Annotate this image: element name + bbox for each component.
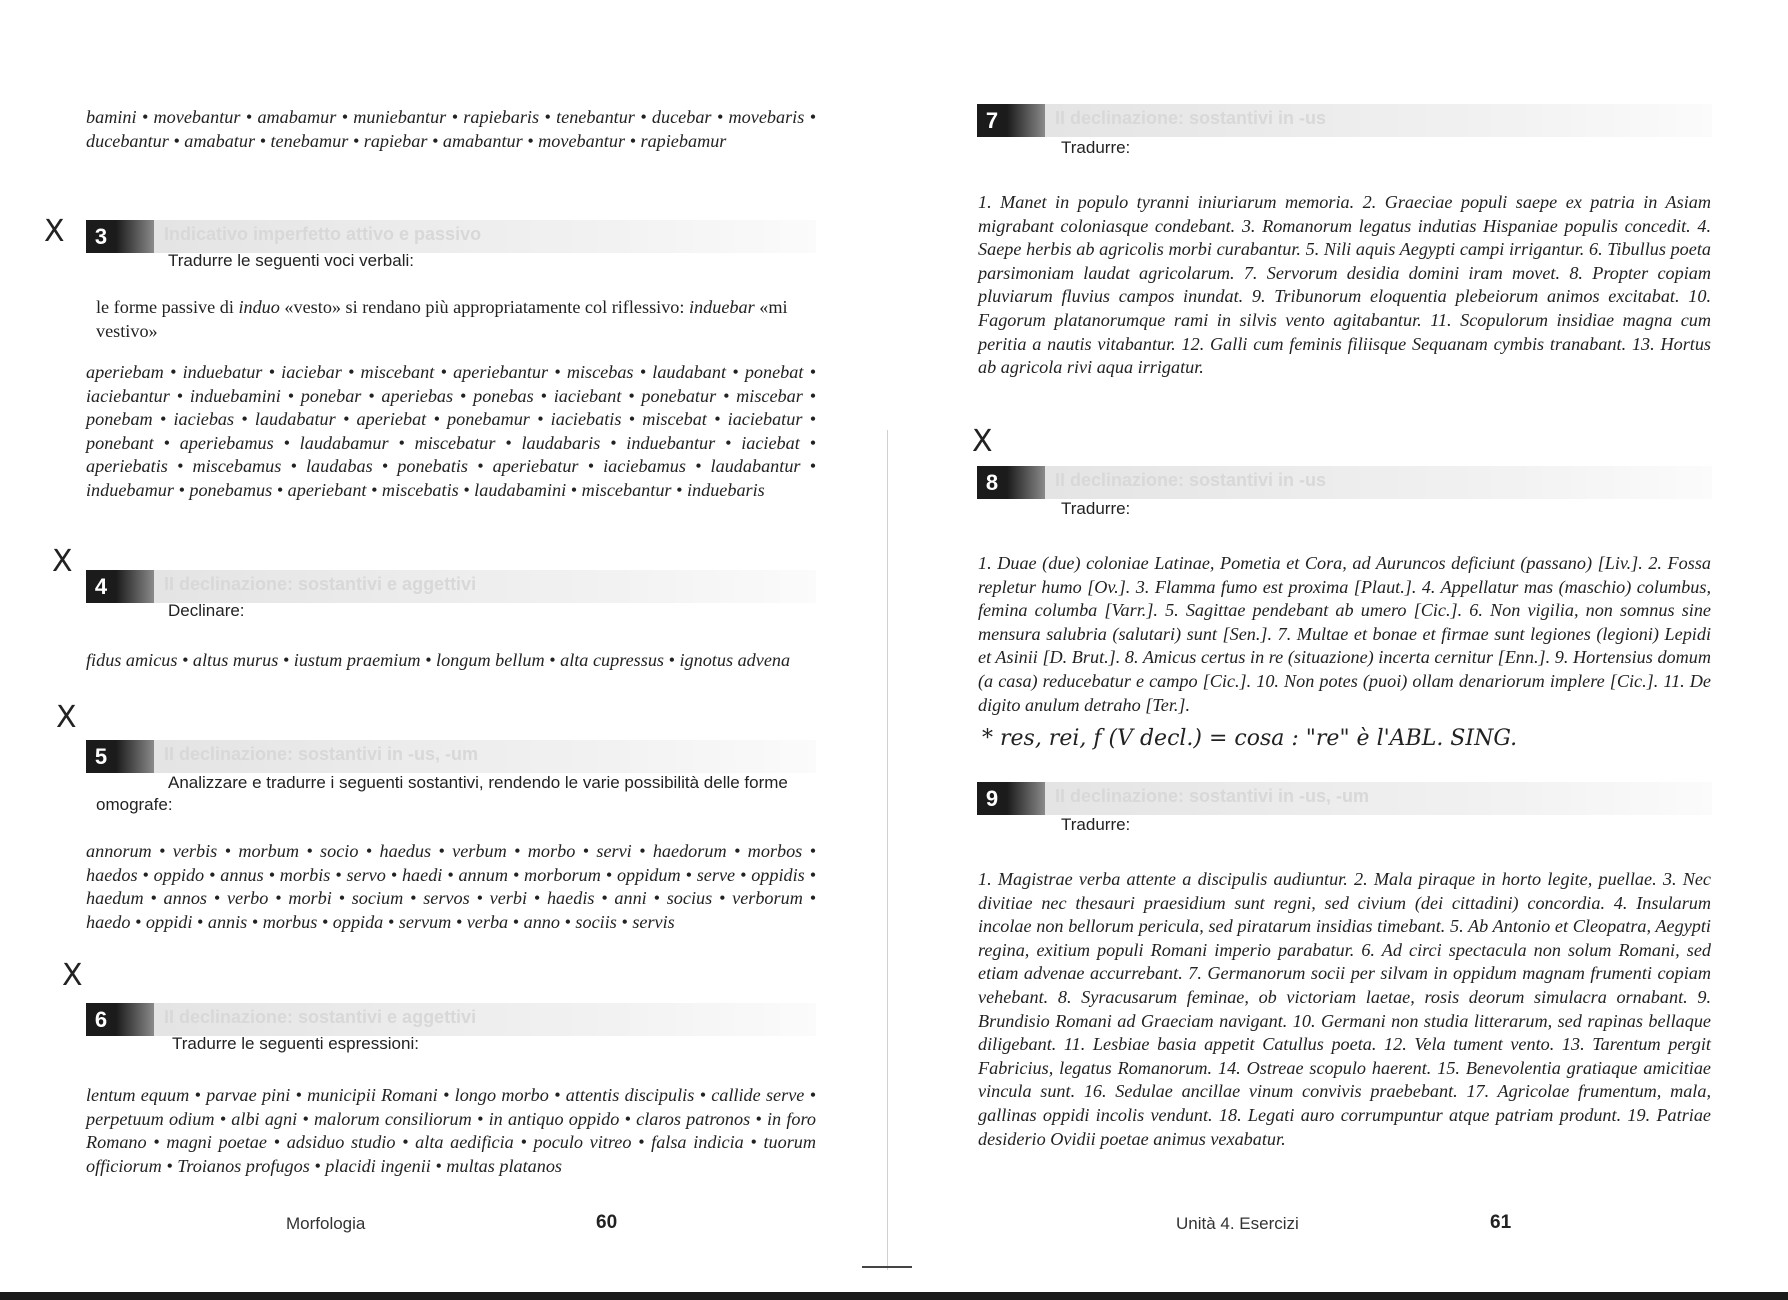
exercise-8-text: 1. Duae (due) coloniae Latinae, Pometia et Cora, ad Auruncos deficiunt (passano) [Liv.]. 2. Fossa repletur humo [Ov.]. 3. Flamma fumo est proxima [Plaut.]. 4. Appellatur mas (maschio) columbus, femina columba [Varr.]. 5. Sagittae pendebant ab umero [Cic.]. 6. Non vigilia, non somnus sine mensura salubria (salutari) sunt [Sen.]. 7. Multae et bonae et firmae sunt legiones (legioni) Lepidi et Asinii [D. Brut.]. 8. Amicus certus in re (situazione) incerta cernitur [Enn.]. 9. Hortensius domum (a casa) reducebatur e campo [Cic.]. 10. Non potes (puoi) ollam denariorum implere [Cic.]. 11. De digito anulum detraho [Ter.].	[978, 553, 1711, 715]
exercise-8-header	[977, 466, 1712, 502]
exercise-4-instruction: Declinare:	[168, 601, 245, 620]
exercise-5-instruction-line2: omografe:	[96, 795, 173, 814]
check-mark-ex4: X	[52, 544, 73, 579]
check-mark-ex8: X	[972, 424, 993, 459]
exercise-5-header	[86, 740, 816, 776]
exercise-6-number: 6	[86, 1003, 116, 1036]
exercise-4-bar	[116, 570, 154, 603]
intro-verb-list: bamini • movebantur • amabamur • muniebantur • rapiebaris • tenebantur • ducebar • movebaris • ducebantur • amabatur • tenebamur • rapiebar • amabantur • movebantur • rapiebamur	[86, 107, 816, 151]
exercise-3-text: aperiebam • induebatur • iaciebar • miscebant • aperiebantur • miscebas • laudabant • ponebat • iaciebantur • induebamini • ponebar • aperiebas • ponebas • iaciebant • ponebatur • miscebar • ponebam • iaciebas • laudabatur • aperiebat • ponebamur • iaciebatis • miscebat • iaciebatur • ponebant • aperiebamus • laudabamur • miscebatur • laudabaris • induebantur • iaciebat • aperiebatis • miscebamus • laudabas • ponebatis • aperiebatur • iaciebamus • laudabantur • induebamur • ponebamus • aperiebant • miscebatis • laudabamini • miscebantur • induebaris	[86, 362, 816, 500]
book-spine	[887, 430, 888, 1270]
footer-unit-label: Unità 4. Esercizi	[1176, 1214, 1299, 1233]
exercise-9-bar	[1007, 782, 1045, 815]
exercise-3-title: Indicativo imperfetto attivo e passivo	[164, 224, 482, 244]
exercise-3-number: 3	[86, 220, 116, 253]
exercise-6-title: II declinazione: sostantivi e aggettivi	[164, 1007, 477, 1027]
page-number-left: 60	[596, 1212, 618, 1233]
exercise-9-text: 1. Magistrae verba attente a discipulis audiuntur. 2. Mala piraque in horto legite, puellae. 3. Nec divitiae nec thesauri praesidium sunt regni, sed civium (dei cittadini) concordia. 4. Insularum incolae non bellorum pericula, sed piratarum insidias timebant. 5. Ab Antonio et Cleopatra, Aegypti regina, exitium populi Romani imperio parabatur. 6. Ad circi spectacula non solum Romani, sed etiam advenae accurrebant. 7. Germanorum socii per silvam in oppidum magnam frumenti copiam vehebant. 8. Syracusarum feminae, ob victoriam laetae, rosis deorum simulacra ornabant. 9. Brundisio Romani ad Graeciam navigant. 10. Germani non studia litterarum, sed rapinas bellaque diligebant. 11. Lesbiae basia appetit Catullus poeta. 12. Vela tument vento. 13. Tarentum pergit Fabricius, legatus Romanorum. 14. Ostreae scopulo haerent. 15. Benevolentia gratiaque amicitiae vincula sunt. 16. Sedulae ancillae vinum convivis praebebant. 17. Agricolae frumentum, mala, gallinas oppidi incolis vendunt. 18. Legati auro corrumpuntur atque patriam produnt. 19. Patriae desiderio Ovidii poetae animus vexabatur.	[978, 869, 1711, 1149]
exercise-8-number: 8	[977, 466, 1007, 499]
exercise-9-header	[977, 782, 1712, 818]
exercise-4-number: 4	[86, 570, 116, 603]
exercise-9-title: II declinazione: sostantivi in -us, -um	[1055, 786, 1370, 806]
exercise-6-text: lentum equum • parvae pini • municipii Romani • longo morbo • attentis discipulis • callide serve • perpetuum odium • albi agni • malorum consiliorum • in antiquo oppido • claros patronos • in foro Romano • magni poetae • adsiduo studio • alta aedificia • poculo vitreo • falsa indicia • tuorum officiorum • Troianos profugos • placidi ingenii • multas platanos	[86, 1085, 816, 1176]
handwritten-note: * res, rei, f (V decl.) = cosa : "re" è l'ABL. SING.	[982, 726, 1518, 751]
exercise-5-number: 5	[86, 740, 116, 773]
exercise-7-header	[977, 104, 1712, 140]
exercise-7-instruction: Tradurre:	[1061, 138, 1131, 157]
check-mark-ex5: X	[56, 700, 77, 735]
exercise-7-number: 7	[977, 104, 1007, 137]
exercise-6-instruction: Tradurre le seguenti espressioni:	[172, 1034, 419, 1053]
exercise-5-text: annorum • verbis • morbum • socio • haedus • verbum • morbo • servi • haedorum • morbos • haedos • oppido • annus • morbis • servo • haedi • annum • morborum • oppidum • serve • oppidis • haedum • annos • verbo • morbi • socium • servos • verbi • haedis • anni • socius • verborum • haedo • oppidi • annis • morbus • oppida • servum • verba • anno • sociis • servis	[86, 841, 816, 932]
right-page	[900, 0, 1788, 1295]
exercise-9-instruction: Tradurre:	[1061, 815, 1131, 834]
exercise-5-title: II declinazione: sostantivi in -us, -um	[164, 744, 479, 764]
exercise-9-number: 9	[977, 782, 1007, 815]
left-page	[0, 0, 880, 1295]
exercise-5-bar	[116, 740, 154, 773]
check-mark-ex3: X	[44, 214, 65, 249]
exercise-3-note: le forme passive di induo «vesto» si rendano più appropriatamente col riflessivo: induebar «mi vestivo»	[96, 297, 788, 341]
exercise-8-instruction: Tradurre:	[1061, 499, 1131, 518]
exercise-7-bar	[1007, 104, 1045, 137]
exercise-7-text: 1. Manet in populo tyranni iniuriarum memoria. 2. Graeciae populi saepe ex patria in Asiam migrabant coloniasque condebant. 3. Romanorum legatus indutias Hispaniae populis concedit. 4. Saepe herbis ab agricolis morbi curabantur. 5. Nili aquis Aegypti campi irrigantur. 6. Tibullus poeta parsimoniam laudat agricolarum. 7. Servorum desidia domini iram movet. 8. Propter copiam pluviarum fluvius campos inundat. 9. Tribunorum eloquentia plebeiorum animos excitabat. 10. Fagorum platanorumque rami in silvis vento agitabantur. 11. Scopulorum insidiae magna cum peritia a nautis vitabantur. 12. Galli cum feminis filiisque Sequanam cymbis tranabant. 13. Hortus ab agricola rivi aqua irrigatur.	[978, 192, 1711, 378]
exercise-4-text: fidus amicus • altus murus • iustum praemium • longum bellum • alta cupressus • ignotus advena	[86, 650, 791, 670]
exercise-5-instruction-line1: Analizzare e tradurre i seguenti sostantivi, rendendo le varie possibilità delle forme	[168, 773, 788, 792]
footer-section-label: Morfologia	[286, 1214, 366, 1233]
exercise-8-bar	[1007, 466, 1045, 499]
page-number-right: 61	[1490, 1212, 1512, 1233]
exercise-3-bar	[116, 220, 154, 253]
exercise-6-bar	[116, 1003, 154, 1036]
exercise-4-title: II declinazione: sostantivi e aggettivi	[164, 574, 477, 594]
exercise-3-instruction: Tradurre le seguenti voci verbali:	[168, 251, 414, 270]
exercise-7-title: II declinazione: sostantivi in -us	[1055, 108, 1327, 128]
scan-bottom-edge	[0, 1292, 1788, 1300]
exercise-8-title: II declinazione: sostantivi in -us	[1055, 470, 1327, 490]
check-mark-ex6: X	[62, 958, 83, 993]
